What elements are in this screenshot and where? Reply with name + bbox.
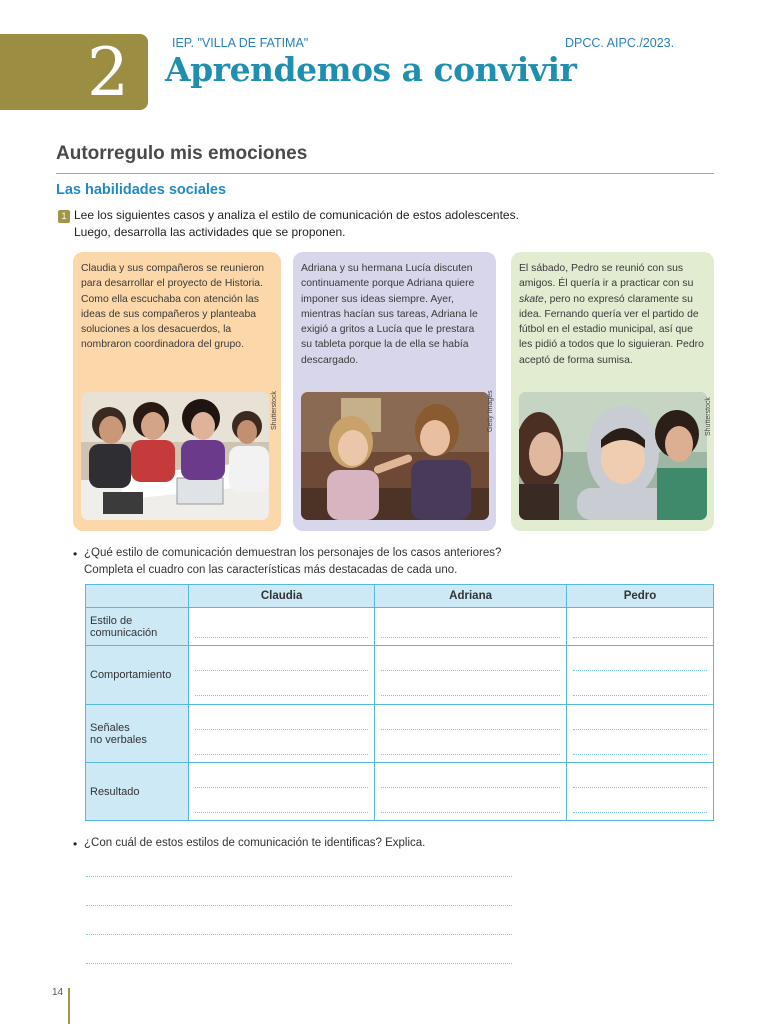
activity-instruction-line: Luego, desarrolla las actividades que se proponen. xyxy=(74,225,346,239)
section-subtitle: Las habilidades sociales xyxy=(56,182,227,198)
case-text-line: nombraron coordinadora del grupo. xyxy=(81,339,244,351)
answer-cell[interactable] xyxy=(375,608,567,646)
photo-credit: Shutterstock xyxy=(705,397,712,436)
answer-line xyxy=(381,729,560,730)
answer-line xyxy=(573,637,707,638)
answer-line xyxy=(195,695,368,696)
question-text: ¿Qué estilo de comunicación demuestran los personajes de los casos anteriores? xyxy=(84,547,502,559)
answer-line[interactable] xyxy=(86,934,512,935)
photo-sisters-arguing xyxy=(301,392,489,520)
answer-line xyxy=(381,812,560,813)
case-text-line: aceptó de forma sumisa. xyxy=(519,354,633,366)
case-text-line: idea. Fernando quería ver el partido de xyxy=(519,308,699,320)
unit-number: 2 xyxy=(87,34,129,111)
photo-credit: Shutterstock xyxy=(271,391,278,430)
case-card-pedro xyxy=(511,252,714,531)
answer-line xyxy=(573,754,707,755)
case-text-line: imponer sus ideas siempre. Ayer, xyxy=(301,293,454,305)
answer-cell[interactable] xyxy=(375,705,567,763)
page-margin-bar xyxy=(68,988,70,1024)
answer-line xyxy=(381,787,560,788)
table-row xyxy=(86,646,714,705)
answer-line xyxy=(381,670,560,671)
table-row xyxy=(86,705,714,763)
answer-line xyxy=(195,729,368,730)
answer-line xyxy=(573,695,707,696)
answer-line xyxy=(195,754,368,755)
answer-line[interactable] xyxy=(86,876,512,877)
case-text xyxy=(519,261,706,368)
case-text-line: Adriana y su hermana Lucía discuten xyxy=(301,263,473,274)
answer-line xyxy=(573,670,707,671)
row-header-line: comunicación xyxy=(90,626,158,639)
answer-line xyxy=(195,670,368,671)
section-divider xyxy=(56,173,714,174)
case-text-line: Como ella escuchaba con atención las xyxy=(81,293,259,305)
case-text-line xyxy=(519,292,706,307)
table-row-header xyxy=(86,705,189,763)
answer-cell[interactable] xyxy=(566,763,713,821)
table-corner-cell xyxy=(86,585,189,608)
case-card-adriana xyxy=(293,252,496,531)
case-text-fragment: , pero no expresó claramente su xyxy=(543,293,693,305)
answer-line xyxy=(573,787,707,788)
answer-line xyxy=(381,695,560,696)
school-name: IEP. "VILLA DE FATIMA" xyxy=(172,36,309,50)
case-text-line: amigos. Él quería ir a practicar con su xyxy=(519,278,694,290)
case-text-line: fútbol en el estadio municipal, así que xyxy=(519,324,693,336)
answer-cell[interactable] xyxy=(375,646,567,705)
table-column-header: Pedro xyxy=(566,585,713,608)
case-text-line: mientras hacían sus tareas, Adriana le xyxy=(301,308,478,320)
answer-line xyxy=(381,754,560,755)
photo-group-study xyxy=(81,392,269,520)
answer-cell[interactable] xyxy=(189,763,375,821)
case-text-line: su tableta porque la de ella se había xyxy=(301,339,469,351)
answer-line xyxy=(573,729,707,730)
answer-line xyxy=(195,812,368,813)
case-text-line: les pidió a todos que lo siguieran. Pedro xyxy=(519,339,704,351)
answer-cell[interactable] xyxy=(189,646,375,705)
table-row-header xyxy=(86,608,189,646)
page-number: 14 xyxy=(52,987,64,998)
answer-line[interactable] xyxy=(86,905,512,906)
case-text-line: soluciones a los desacuerdos, la xyxy=(81,324,232,336)
answer-line xyxy=(195,787,368,788)
table-row-header xyxy=(86,646,189,705)
unit-title: Aprendemos a convivir xyxy=(165,50,577,89)
photo-teens-hoodie xyxy=(519,392,707,520)
table-row xyxy=(86,608,714,646)
case-text-line: para desarrollar el proyecto de Historia. xyxy=(81,278,263,290)
answer-line xyxy=(195,637,368,638)
photo-credit: Getty Images xyxy=(487,390,494,432)
communication-styles-table xyxy=(85,584,714,821)
question-text: ¿Con cuál de estos estilos de comunicación te identificas? Explica. xyxy=(84,837,426,849)
answer-cell[interactable] xyxy=(566,646,713,705)
department-code: DPCC. AIPC./2023. xyxy=(565,36,675,50)
case-text-line: descargado. xyxy=(301,354,359,366)
case-text-line: continuamente porque Adriana quiere xyxy=(301,278,475,290)
case-card-claudia xyxy=(73,252,281,531)
table-column-header: Claudia xyxy=(189,585,375,608)
answer-cell[interactable] xyxy=(375,763,567,821)
italic-term: skate xyxy=(519,293,544,305)
table-row-header xyxy=(86,763,189,821)
answer-cell[interactable] xyxy=(189,705,375,763)
question-text: Completa el cuadro con las características más destacadas de cada uno. xyxy=(84,564,458,576)
answer-cell[interactable] xyxy=(566,705,713,763)
answer-line xyxy=(573,812,707,813)
table-row xyxy=(86,763,714,821)
row-header-line: Comportamiento xyxy=(90,669,172,681)
case-text-line: ideas de sus compañeros y planteaba xyxy=(81,308,257,320)
answer-cell[interactable] xyxy=(189,608,375,646)
case-text-line: exigió a gritos a Lucía que le prestara xyxy=(301,324,475,336)
row-header-line: Señales xyxy=(90,721,130,734)
case-text-line: Claudia y sus compañeros se reunieron xyxy=(81,263,265,274)
row-header-line: no verbales xyxy=(90,733,147,746)
bullet: • xyxy=(73,837,78,851)
answer-line xyxy=(381,637,560,638)
section-title: Autorregulo mis emociones xyxy=(56,143,308,164)
case-text xyxy=(81,261,273,353)
answer-line[interactable] xyxy=(86,963,512,964)
row-header-line: Resultado xyxy=(90,785,140,798)
bullet: • xyxy=(73,547,78,561)
activity-step-badge: 1 xyxy=(58,210,70,223)
answer-cell[interactable] xyxy=(566,608,713,646)
activity-instruction-line: Lee los siguientes casos y analiza el estilo de comunicación de estos adolescentes. xyxy=(74,208,519,222)
case-text xyxy=(301,261,488,368)
table-column-header: Adriana xyxy=(375,585,567,608)
case-text-line: El sábado, Pedro se reunió con sus xyxy=(519,263,684,274)
row-header-line: Estilo de xyxy=(90,614,133,627)
